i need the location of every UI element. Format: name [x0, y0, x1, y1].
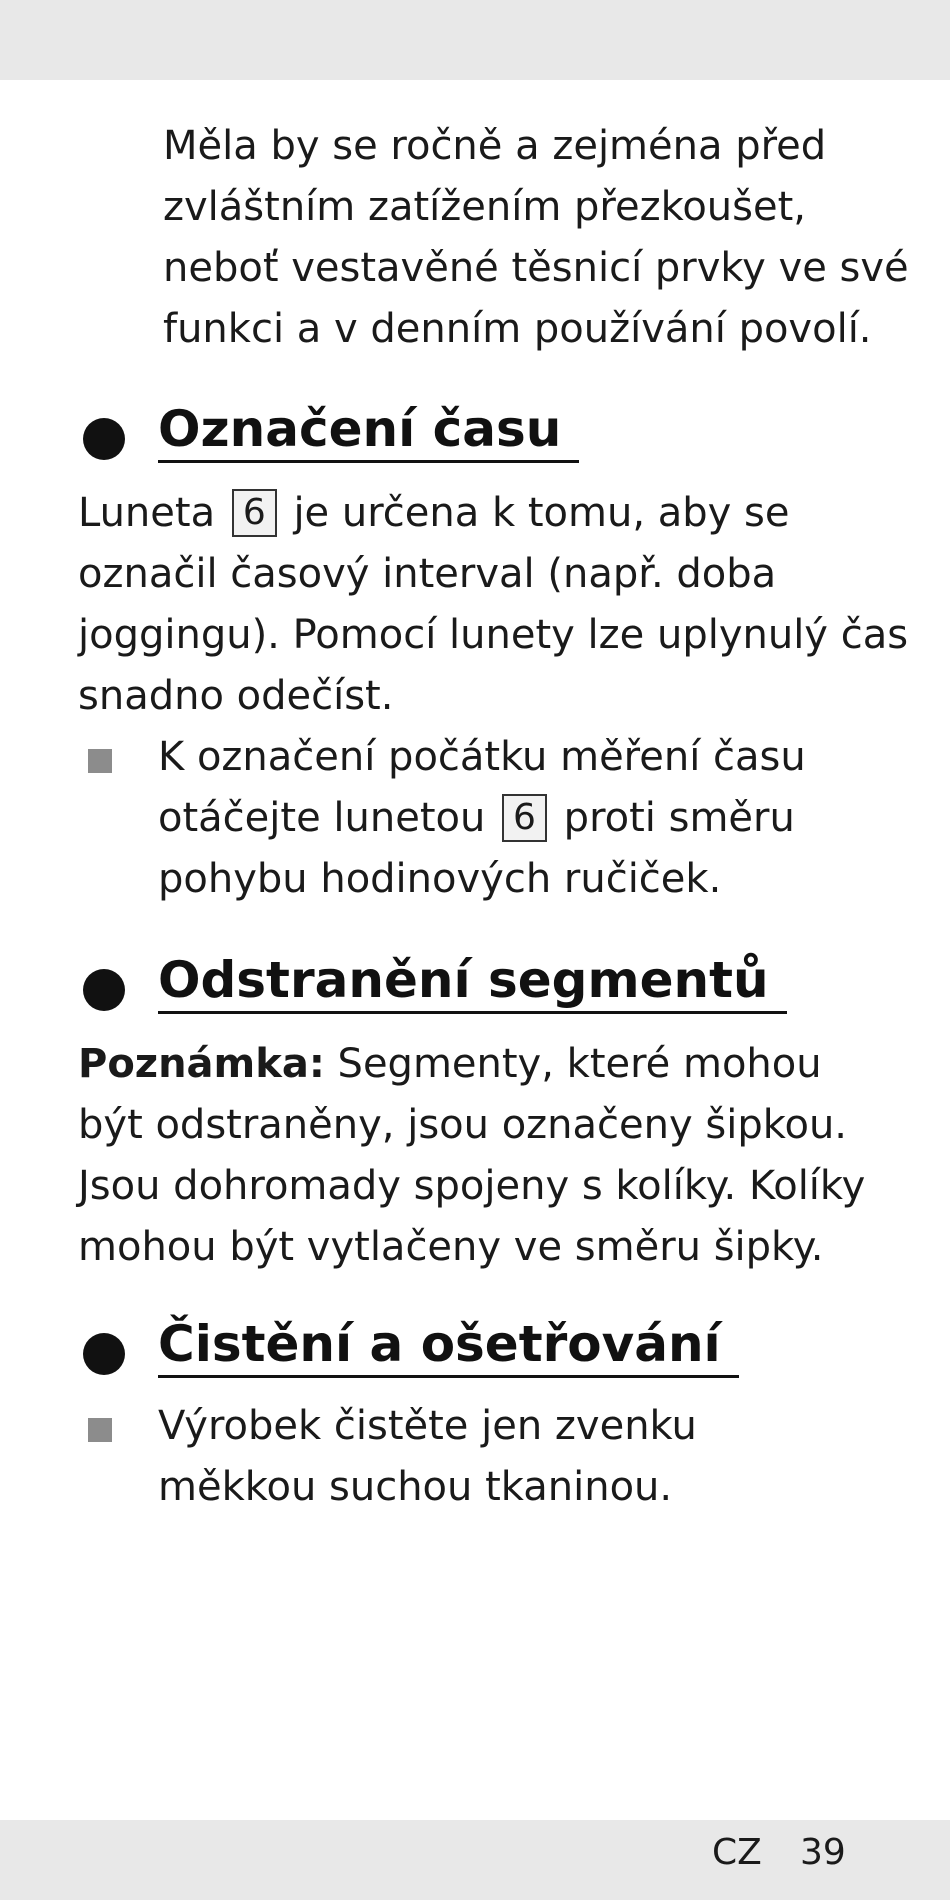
note-label: Poznámka: [78, 1041, 325, 1087]
reference-number-box: 6 [502, 794, 547, 842]
text-line: pohybu hodinových ručiček. [158, 856, 722, 902]
square-bullet-icon [88, 1418, 112, 1442]
heading-bullet-icon [83, 969, 125, 1011]
text-line: mohou být vytlačeny ve směru šipky. [78, 1224, 824, 1270]
intro-line: neboť vestavěné těsnicí prvky ve své [163, 245, 909, 291]
heading-bullet-icon [83, 1333, 125, 1375]
text-line: měkkou suchou tkaninou. [158, 1464, 673, 1510]
segments-paragraph [78, 1034, 865, 1278]
intro-paragraph [163, 116, 909, 360]
footer-language-code: CZ [712, 1832, 762, 1873]
text-line: snadno odečíst. [78, 673, 394, 719]
text-line: Jsou dohromady spojeny s kolíky. Kolíky [78, 1163, 866, 1209]
text-run: je určena k tomu, aby se [293, 490, 790, 536]
heading-title: Čistění a ošetřování [158, 1313, 739, 1378]
list-item-text [158, 727, 806, 910]
heading-bullet-icon [83, 418, 125, 460]
text-run: otáčejte lunetou [158, 795, 486, 841]
intro-line: Měla by se ročně a zejména před [163, 123, 827, 169]
list-item-text [158, 1396, 697, 1518]
text-run: Segmenty, které mohou [337, 1041, 822, 1087]
text-line: označil časový interval (např. doba [78, 551, 777, 597]
heading-title: Označení času [158, 398, 579, 463]
text-run: proti směru [563, 795, 795, 841]
intro-line: funkci a v denním používání povolí. [163, 306, 872, 352]
text-line: K označení počátku měření času [158, 734, 806, 780]
heading-title: Odstranění segmentů [158, 949, 787, 1014]
text-line: joggingu). Pomocí lunety lze uplynulý čas [78, 612, 909, 658]
top-band [0, 0, 950, 80]
text-line: Výrobek čistěte jen zvenku [158, 1403, 697, 1449]
text-line: být odstraněny, jsou označeny šipkou. [78, 1102, 848, 1148]
reference-number-box: 6 [232, 489, 277, 537]
square-bullet-icon [88, 749, 112, 773]
time-paragraph [78, 483, 908, 727]
text-run: Luneta [78, 490, 216, 536]
footer-page-number: 39 [800, 1832, 846, 1873]
intro-line: zvláštním zatížením přezkoušet, [163, 184, 806, 230]
